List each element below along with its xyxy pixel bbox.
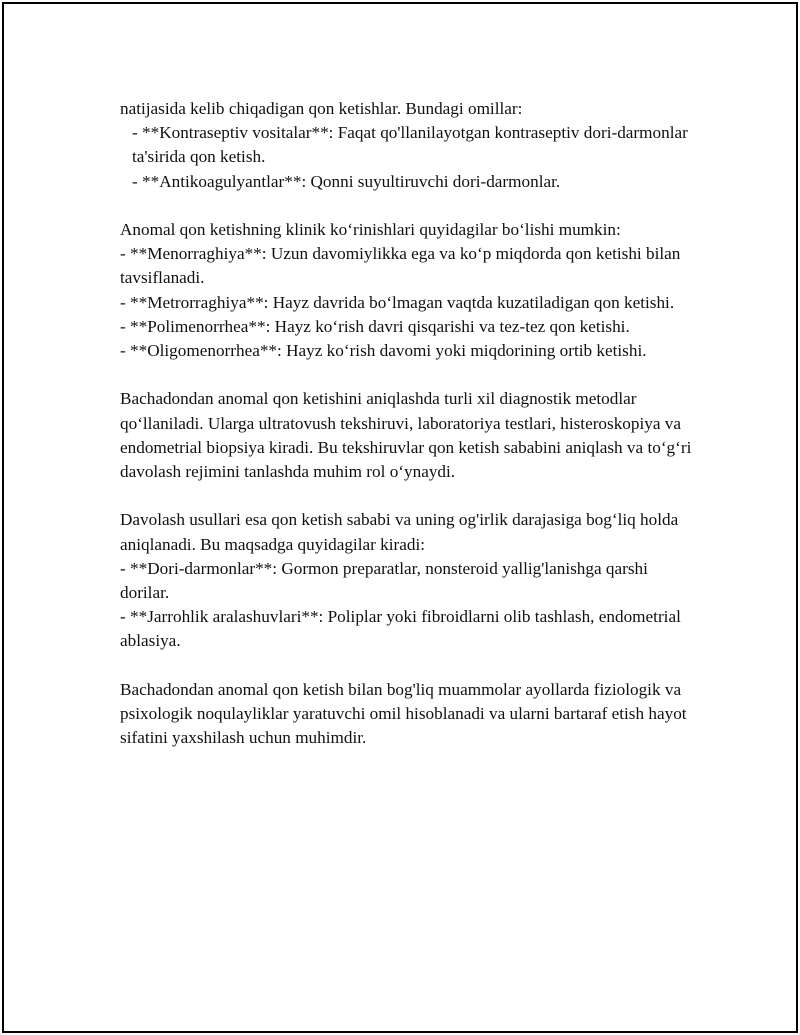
paragraph-gap xyxy=(120,194,695,218)
conclusion-paragraph: Bachadondan anomal qon ketish bilan bog'liq muammolar ayollarda fiziologik va psixologik noqulayliklar yaratuvchi omil hisoblanadi va ularni bartaraf etish hayot sifatini yaxshilash uchun muhimdir. xyxy=(120,679,687,748)
treatment-item-surgery: - **Jarrohlik aralashuvlari**: Poliplar yoki fibroidlarni olib tashlash, endometrial ablasiya. xyxy=(120,607,681,651)
intro-line: natijasida kelib chiqadigan qon ketishlar. Bundagi omillar: xyxy=(120,99,523,118)
paragraph-gap xyxy=(120,484,695,508)
paragraph-gap xyxy=(120,363,695,387)
page-frame xyxy=(2,2,798,1033)
clinical-item-oligomenorrhea: - **Oligomenorrhea**: Hayz ko‘rish davomi yoki miqdorining ortib ketishi. xyxy=(120,341,647,361)
intro-item-anticoagulants: - **Antikoagulyantlar**: Qonni suyultiruvchi dori-darmonlar. xyxy=(132,171,561,191)
intro-item-contraceptives: - **Kontraseptiv vositalar**: Faqat qo'llanilayotgan kontraseptiv dori-darmonlar ta'sirida qon ketish. xyxy=(132,123,688,167)
clinical-item-polymenorrhea: - **Polimenorrhea**: Hayz ko‘rish davri qisqarishi va tez-tez qon ketishi. xyxy=(120,316,630,336)
clinical-item-metrorrhagia: - **Metrorraghiya**: Hayz davrida bo‘lmagan vaqtda kuzatiladigan qon ketishi. xyxy=(120,292,675,312)
clinical-item-menorrhagia: - **Menorraghiya**: Uzun davomiylikka ega va ko‘p miqdorda qon ketishi bilan tavsiflanadi. xyxy=(120,244,681,288)
clinical-heading: Anomal qon ketishning klinik ko‘rinishlari quyidagilar bo‘lishi mumkin: xyxy=(120,220,621,239)
treatment-item-medications: - **Dori-darmonlar**: Gormon preparatlar, nonsteroid yallig'lanishga qarshi dorilar. xyxy=(120,558,648,603)
treatment-heading: Davolash usullari esa qon ketish sababi va uning og'irlik darajasiga bog‘liq holda aniqlanadi. Bu maqsadga quyidagilar kiradi: xyxy=(120,510,679,554)
document-body xyxy=(120,97,695,750)
paragraph-gap xyxy=(120,654,695,678)
diagnostics-paragraph: Bachadondan anomal qon ketishini aniqlashda turli xil diagnostik metodlar qo‘llaniladi. Ularga ultratovush tekshiruvi, laboratoriya testlari, histeroskopiya va endometrial biopsiya kiradi. Bu tekshiruvlar qon ketish sababini aniqlash va to‘g‘ri davolash rejimini tanlashda muhim rol o‘ynaydi. xyxy=(120,389,692,482)
